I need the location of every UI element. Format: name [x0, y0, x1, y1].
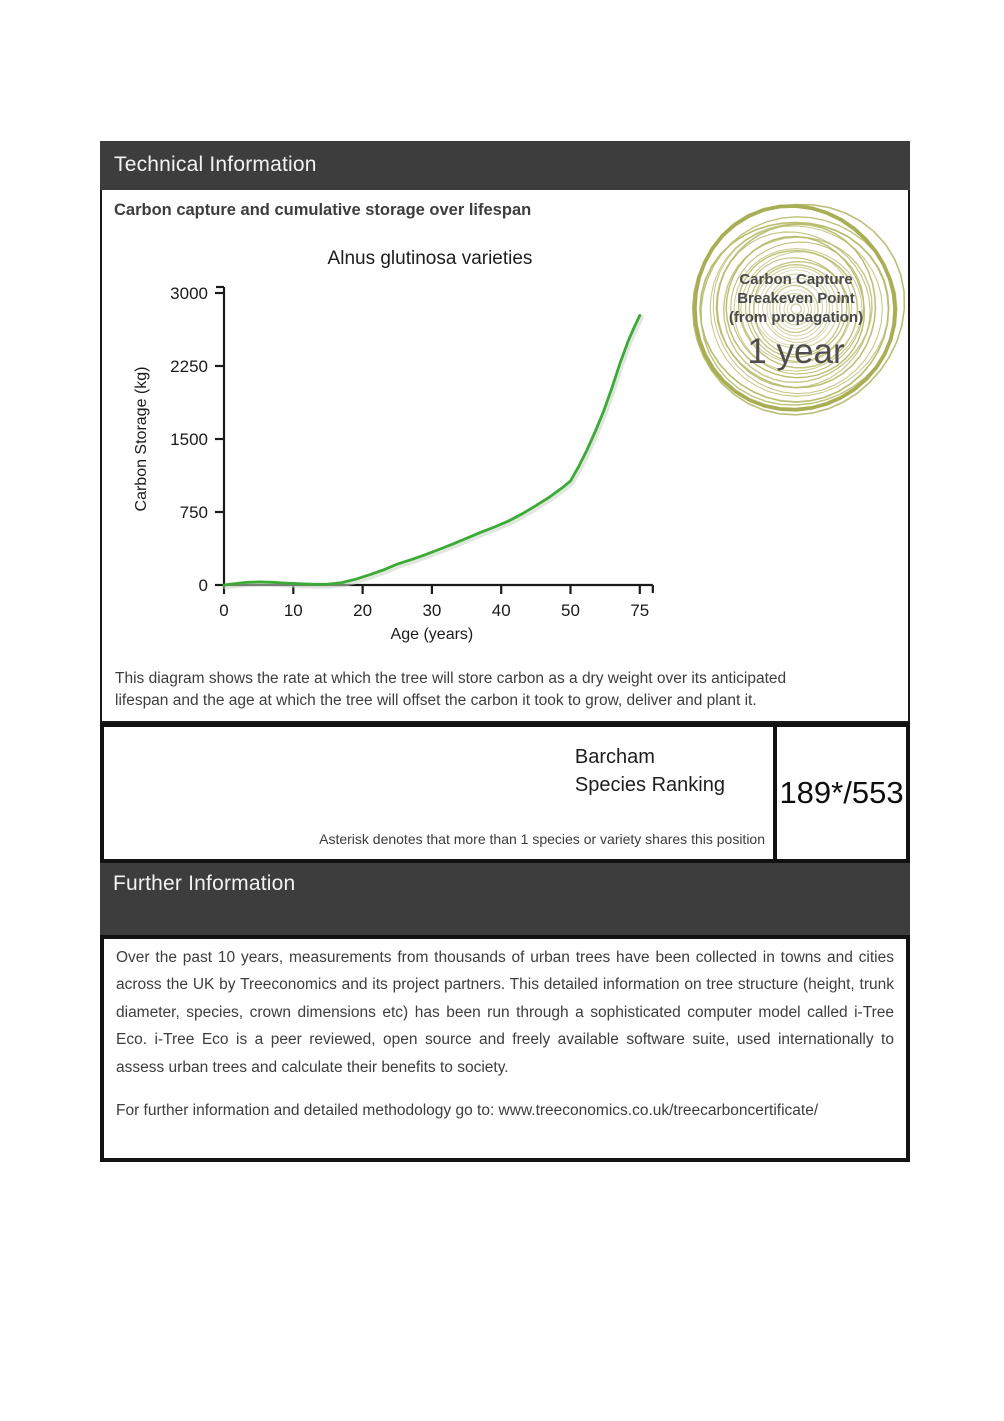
- svg-text:750: 750: [179, 503, 208, 522]
- further-information-paragraph: Over the past 10 years, measurements from thousands of urban trees have been collected in towns and cities across the UK by Treeconomics and its project partners. This detailed information on tree structure (height, trunk diameter, species, crown dimensions etc) has been run through a sophisticated computer model called i-Tree Eco. i-Tree Eco is a peer reviewed, open source and freely available software suite, used internationally to assess urban trees and calculate their benefits to society.: [116, 949, 894, 1076]
- ranking-title-line-1: Barcham: [574, 746, 655, 768]
- svg-text:Age (years): Age (years): [390, 626, 474, 643]
- ranking-footnote: Asterisk denotes that more than 1 species or variety shares this position: [319, 831, 765, 847]
- species-ranking-section: [100, 723, 910, 863]
- badge-line-3: (from propagation): [728, 309, 864, 326]
- svg-text:2250: 2250: [170, 357, 208, 376]
- chart-description-line-2: lifespan and the age at which the tree will offset the carbon it took to grow, deliver and plant it.: [115, 692, 757, 709]
- further-information-title: Further Information: [113, 872, 296, 895]
- svg-text:30: 30: [422, 601, 442, 620]
- badge-line-2: Breakeven Point: [737, 290, 855, 307]
- species-ranking-title: [575, 743, 725, 799]
- chart-title: Alnus glutinosa varieties: [327, 248, 533, 269]
- species-ranking-value: 189*/553: [779, 775, 904, 810]
- technical-information-title: Technical Information: [114, 153, 317, 176]
- carbon-storage-chart: [132, 278, 672, 658]
- svg-text:Carbon Storage (kg): Carbon Storage (kg): [133, 366, 150, 512]
- species-ranking-label-cell: [104, 727, 773, 859]
- breakeven-badge: [685, 198, 907, 420]
- ranking-title-line-2: Species Ranking: [574, 774, 725, 796]
- further-information-link-line: For further information and detailed methodology go to: www.treeconomics.co.uk/treecarboncertificate/: [116, 1102, 819, 1120]
- species-ranking-value-cell: [773, 727, 906, 859]
- carbon-capture-panel: [100, 190, 910, 723]
- technical-information-header: [100, 141, 910, 190]
- svg-text:0: 0: [198, 576, 208, 595]
- svg-text:50: 50: [561, 601, 580, 620]
- badge-breakeven-value: 1 year: [747, 332, 845, 371]
- badge-line-1: Carbon Capture: [739, 271, 853, 288]
- svg-text:75: 75: [630, 601, 650, 620]
- further-information-header: [100, 863, 910, 935]
- svg-text:40: 40: [491, 601, 511, 620]
- chart-section-heading: Carbon capture and cumulative storage over lifespan: [114, 201, 532, 219]
- further-information-panel: [100, 935, 910, 1162]
- svg-text:10: 10: [283, 601, 303, 620]
- svg-text:0: 0: [219, 601, 229, 620]
- svg-text:3000: 3000: [170, 284, 208, 303]
- svg-text:20: 20: [353, 601, 373, 620]
- svg-text:1500: 1500: [170, 430, 208, 449]
- breakeven-badge-text: [685, 270, 907, 372]
- chart-description-line-1: This diagram shows the rate at which the tree will store carbon as a dry weight over its anticipated: [115, 670, 787, 687]
